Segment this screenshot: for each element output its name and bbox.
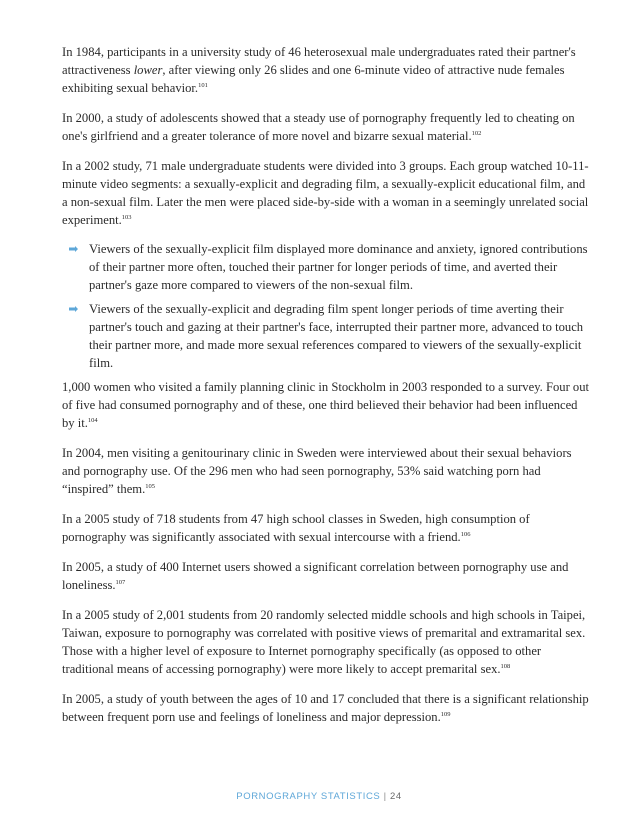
emphasis-lower: lower — [133, 63, 163, 77]
pencil-arrow-icon — [69, 306, 78, 312]
footnote-ref: 101 — [198, 82, 208, 89]
page-body — [62, 43, 592, 738]
footnote-ref: 102 — [471, 130, 482, 137]
bullet-item: Viewers of the sexually-explicit film displayed more dominance and anxiety, ignored contributions of their partner more often, touched their partner for longer periods of time, and averted their partner's gaze more compared to viewers of the non-sexual film. — [62, 240, 592, 294]
paragraph-2005-internet: In 2005, a study of 400 Internet users showed a significant correlation between pornography use and loneliness.$^{107}$ — [62, 560, 569, 592]
paragraph-2003-stockholm: 1,000 women who visited a family planning clinic in Stockholm in 2003 responded to a survey. Four out of five had consumed pornography and of these, one third believed their behavior had been influenced by it.$^{104}$ — [62, 380, 590, 430]
footnote-ref: 103 — [121, 214, 132, 221]
footnote-ref: 108 — [500, 663, 511, 670]
footnote-ref: 109 — [440, 711, 451, 718]
page-number: 24 — [389, 791, 402, 802]
bullet-item: Viewers of the sexually-explicit and degrading film spent longer periods of time averting their partner's touch and gazing at their partner's face, interrupted their partner more, advanced to touch their partner more, and made more sexual references compared to viewers of the sexually-explicit film. — [62, 300, 592, 372]
pencil-arrow-icon — [69, 246, 78, 252]
paragraph-2004-sweden: In 2004, men visiting a genitourinary clinic in Sweden were interviewed about their sexual behaviors and pornography use. Of the 296 men who had seen pornography, 53% said watching porn had “inspired” them.$^{105}$ — [62, 446, 572, 496]
paragraph-2005-sweden: In a 2005 study of 718 students from 47 high school classes in Sweden, high consumption of pornography was significantly associated with sexual intercourse with a friend.$^{106}$ — [62, 512, 530, 544]
footer-label: PORNOGRAPHY STATISTICS — [236, 791, 381, 802]
bullet-list — [62, 240, 592, 372]
paragraph-2002-study: In a 2002 study, 71 male undergraduate students were divided into 3 groups. Each group watched 10-11-minute video segments: a sexually-explicit and degrading film, a sexually-explicit educational film, and a non-sexual film. Later the men were placed side-by-side with a woman in a seemingly unrelated social experiment.$^{103}$ — [62, 159, 589, 227]
paragraph-2000-study: In 2000, a study of adolescents showed that a steady use of pornography frequently led to cheating on one's girlfriend and a greater tolerance of more novel and bizarre sexual material.$^{102}$ — [62, 111, 575, 143]
paragraph-1984-study: In 1984, participants in a university study of 46 heterosexual male undergraduates rated their partner's attractiveness lower, after viewing only 26 slides and one 6-minute video of attractive nude females exhibiting sexual behavior.$^{101}$ — [62, 45, 576, 95]
footnote-ref: 106 — [460, 531, 471, 538]
paragraph-2005-youth: In 2005, a study of youth between the ages of 10 and 17 concluded that there is a significant relationship between frequent porn use and feelings of loneliness and major depression.$^{109}$ — [62, 692, 589, 724]
paragraph-2005-taipei: In a 2005 study of 2,001 students from 20 randomly selected middle schools and high schools in Taipei, Taiwan, exposure to pornography was correlated with positive views of premarital and extramarital sex. Those with a higher level of exposure to Internet pornography specifically (as opposed to other traditional means of accessing pornography) were more likely to accept premarital sex.$^{108}$ — [62, 608, 586, 676]
footer-separator: | — [383, 791, 387, 802]
footnote-ref: 107 — [115, 579, 126, 586]
footnote-ref: 105 — [145, 483, 155, 490]
footnote-ref: 104 — [87, 417, 98, 424]
page-footer — [0, 791, 638, 802]
